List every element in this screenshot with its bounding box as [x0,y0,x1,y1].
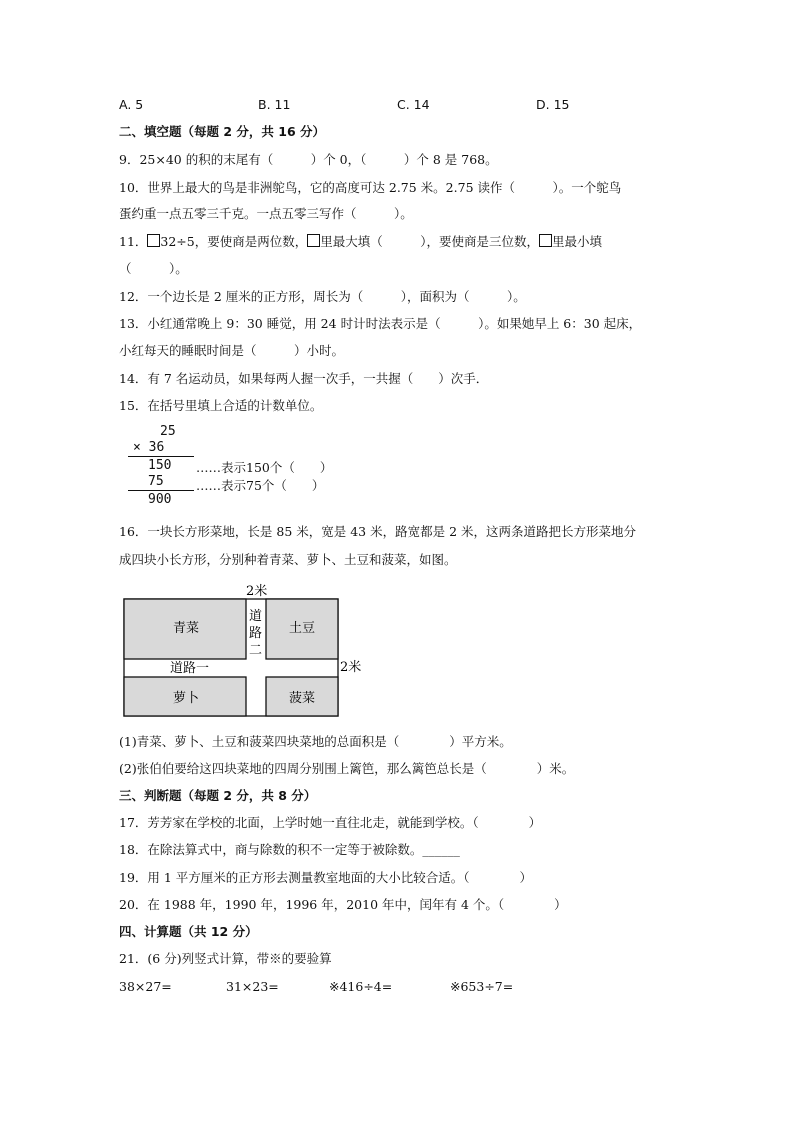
blank-box-icon [307,234,320,247]
blank-box-icon [147,234,160,247]
question-15: 15．在括号里填上合适的计数单位。 [119,398,323,413]
label-road-2-char-2: 路 [249,626,263,641]
calc-note-1: ……表示150个（ ） [196,460,333,475]
calc-line-2 [128,490,194,491]
question-16-line-2: 成四块小长方形，分别种着青菜、萝卜、土豆和菠菜，如图。 [119,552,457,567]
question-12: 12．一个边长是 2 厘米的正方形，周长为（ ），面积为（ ）。 [119,289,526,304]
calc-multiplicand: 25 [160,424,176,439]
question-13-line-2: 小红每天的睡眠时间是（ ）小时。 [119,343,345,358]
calc-partial-2: 75 [148,474,164,489]
question-10-line-1: 10．世界上最大的鸟是非洲鸵鸟，它的高度可达 2.75 米。2.75 读作（ ）。一个鸵鸟 [119,180,622,195]
label-road-2-char-1: 道 [249,609,263,624]
question-19: 19．用 1 平方厘米的正方形去测量教室地面的大小比较合适。（ ） [119,870,533,885]
calc-partial-1: 150 [148,458,172,473]
top-width-label: 2米 [246,584,268,599]
section-4-title: 四、计算题（共 12 分） [119,924,258,939]
question-21: 21．(6 分)列竖式计算，带※的要验算 [119,951,332,966]
option-b: B. 11 [258,97,291,112]
right-width-label: 2米 [340,660,362,675]
label-qingcai: 青菜 [173,621,200,636]
question-10-line-2: 蛋约重一点五零三千克。一点五零三写作（ ）。 [119,206,413,221]
question-13-line-1: 13．小红通常晚上 9：30 睡觉，用 24 时计时法表示是（ ）。如果她早上 6：30 起床， [119,316,642,331]
section-3-title: 三、判断题（每题 2 分，共 8 分） [119,788,317,803]
question-17: 17．芳芳家在学校的北面，上学时她一直往北走，就能到学校。（ ） [119,815,542,830]
blank-box-icon [539,234,552,247]
question-16-part-1: (1)青菜、萝卜、土豆和菠菜四块菜地的总面积是（ ）平方米。 [119,734,512,749]
question-9: 9．25×40 的积的末尾有（ ）个 0，（ ）个 8 是 768。 [119,152,498,167]
option-c: C. 14 [397,97,430,112]
calc-line-1 [128,456,194,457]
calc-note-2: ……表示75个（ ） [196,478,325,493]
option-a: A. 5 [119,97,144,112]
calc-item-2: 31×23= [226,979,279,994]
label-road-2-char-3: 二 [249,643,263,658]
question-11-text-a: 32÷5，要使商是两位数， [160,234,308,249]
field-diagram [110,578,380,724]
question-16-part-2: (2)张伯伯要给这四块菜地的四周分别围上篱笆，那么篱笆总长是（ ）米。 [119,761,575,776]
question-16-line-1: 16．一块长方形菜地，长是 85 米，宽是 43 米，路宽都是 2 米，这两条道路把长方形菜地分 [119,524,637,539]
question-11-text-b: 里最大填（ ），要使商是三位数， [320,234,540,249]
label-road-1: 道路一 [170,661,210,676]
calc-item-3: ※416÷4= [329,979,393,994]
option-d: D. 15 [536,97,570,112]
calc-item-4: ※653÷7= [450,979,514,994]
question-20: 20．在 1988 年，1990 年，1996 年，2010 年中，闰年有 4 个。（ ） [119,897,567,912]
calc-result: 900 [148,492,172,507]
question-11-line-1 [119,234,602,250]
question-18: 18．在除法算式中，商与除数的积不一定等于被除数。______ [119,842,460,857]
question-14: 14．有 7 名运动员，如果每两人握一次手，一共握（ ）次手． [119,371,489,386]
label-luobo: 萝卜 [173,691,200,706]
question-11-number: 11． [119,234,148,249]
question-11-text-c: 里最小填 [552,234,603,249]
question-11-line-2: （ ）。 [119,261,188,276]
label-tudou: 土豆 [289,621,316,636]
label-bocai: 菠菜 [289,691,316,706]
calc-item-1: 38×27= [119,979,172,994]
section-2-title: 二、填空题（每题 2 分，共 16 分） [119,124,326,139]
calc-multiplier: × 36 [133,440,165,455]
